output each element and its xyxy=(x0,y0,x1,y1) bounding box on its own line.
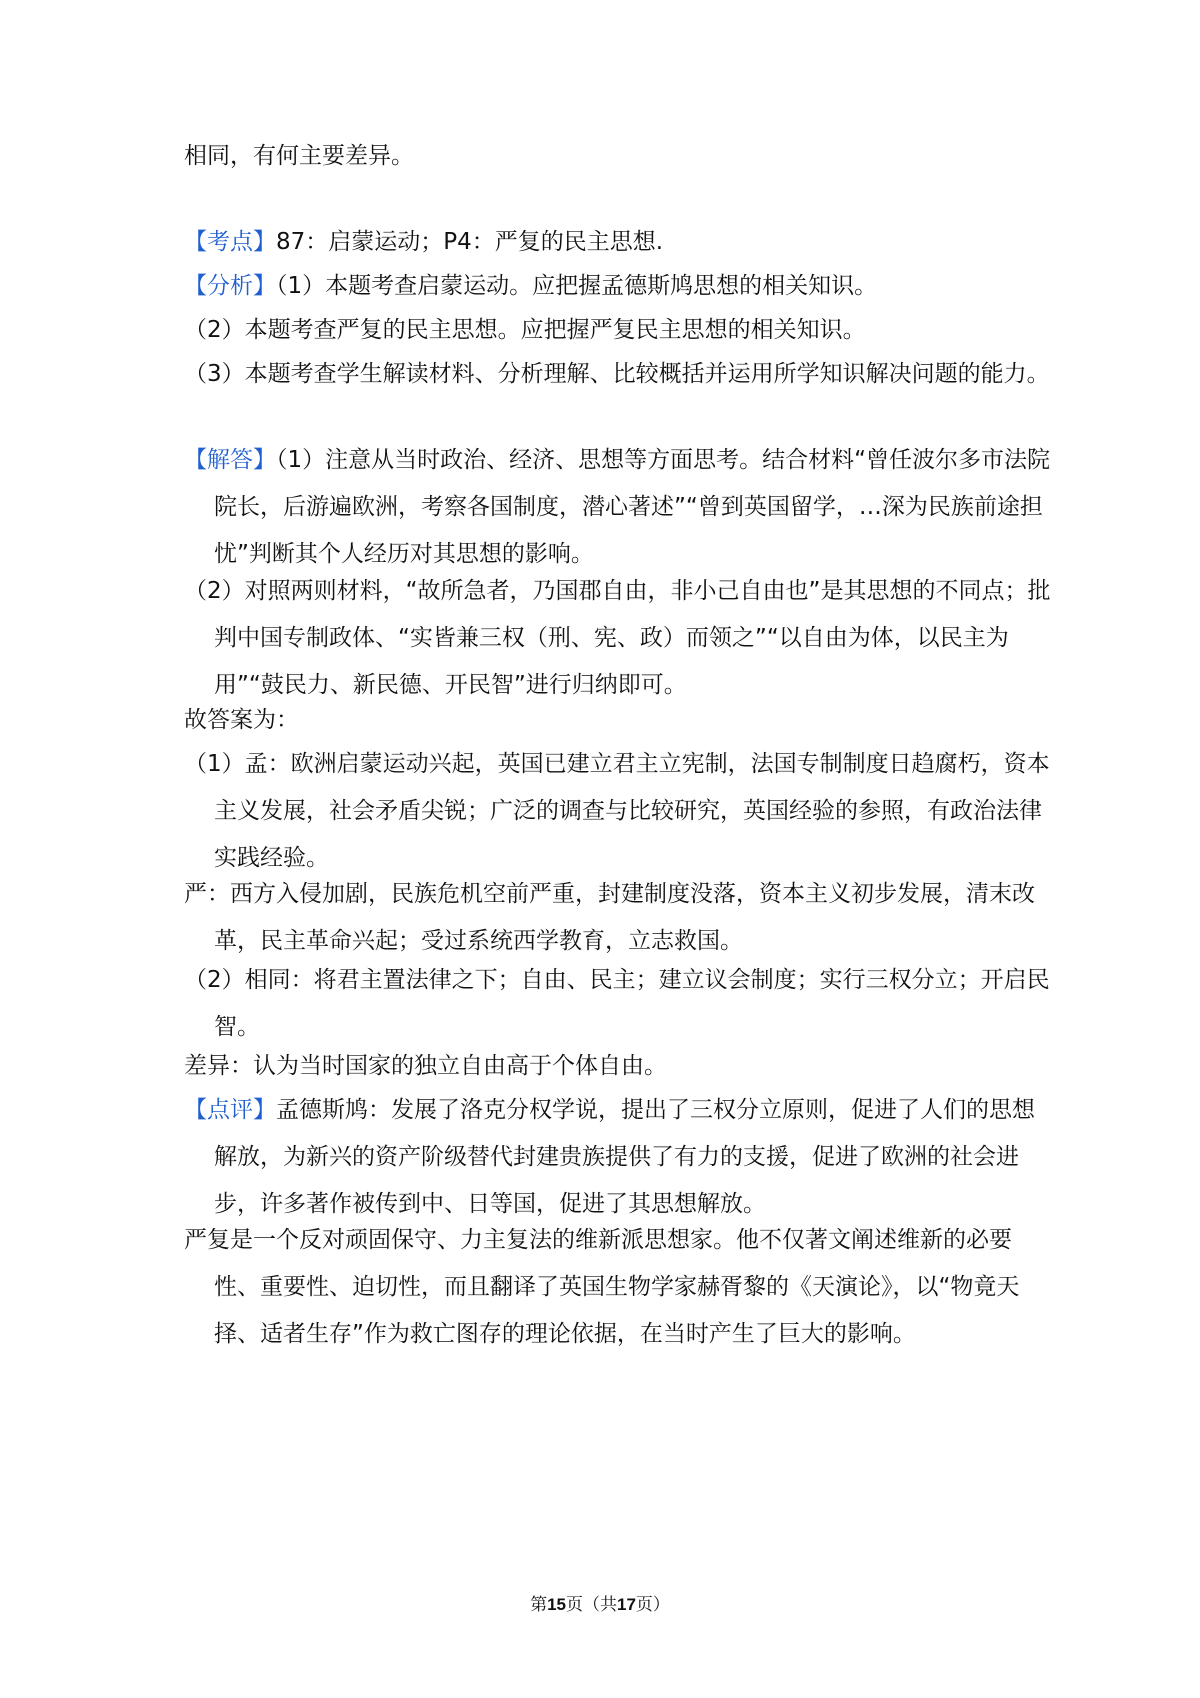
paragraph-text: （1）本题考查启蒙运动。应把握孟德斯鸠思想的相关知识。 xyxy=(276,273,878,299)
section-tag-dianping: 【点评】 xyxy=(184,1097,276,1123)
answer-paragraph xyxy=(184,871,1054,965)
answer-paragraph xyxy=(184,307,1054,354)
footer-prefix: 第 xyxy=(530,1595,548,1615)
paragraph-text: （2）对照两则材料，“故所急者，乃国郡自由，非小己自由也”是其思想的不同点；批判中国专制政体、“实皆兼三权（刑、宪、政）而领之”“以自由为体，以民主为用”“鼓民力、新民德、开民智”进行归纳即可。 xyxy=(184,578,1051,698)
paragraph-text: （2）相同：将君主置法律之下；自由、民主；建立议会制度；实行三权分立；开启民智。 xyxy=(184,967,1050,1040)
answer-paragraph xyxy=(184,437,1054,578)
answer-paragraph xyxy=(184,219,1054,266)
answer-paragraph xyxy=(184,351,1054,398)
section-tag-kaodian: 【考点】 xyxy=(184,229,276,255)
footer-suffix: 页） xyxy=(635,1595,670,1615)
paragraph-text: 严复是一个反对顽固保守、力主复法的维新派思想家。他不仅著文阐述维新的必要性、重要性、迫切性，而且翻译了英国生物学家赫胥黎的《天演论》，以“物竟天择、适者生存”作为救亡图存的理论依据，在当时产生了巨大的影响。 xyxy=(184,1227,1020,1347)
paragraph-text: 相同，有何主要差异。 xyxy=(184,143,414,169)
page-footer xyxy=(0,1590,1200,1615)
paragraph-text: 差异：认为当时国家的独立自由高于个体自由。 xyxy=(184,1053,667,1079)
answer-paragraph xyxy=(184,697,1054,744)
total-pages: 17 xyxy=(617,1595,636,1614)
paragraph-text: （2）本题考查严复的民主思想。应把握严复民主思想的相关知识。 xyxy=(184,317,866,343)
answer-paragraph xyxy=(184,263,1054,310)
paragraph-text: 孟德斯鸠：发展了洛克分权学说，提出了三权分立原则，促进了人们的思想解放，为新兴的资产阶级替代封建贵族提供了有力的支援，促进了欧洲的社会进步，许多著作被传到中、日等国，促进了其思想解放。 xyxy=(214,1097,1035,1217)
answer-paragraph xyxy=(184,133,1054,180)
answer-paragraph xyxy=(184,1217,1054,1358)
paragraph-text: （3）本题考查学生解读材料、分析理解、比较概括并运用所学知识解决问题的能力。 xyxy=(184,361,1050,387)
paragraph-text: （1）孟：欧洲启蒙运动兴起，英国已建立君主立宪制，法国专制制度日趋腐朽，资本主义发展，社会矛盾尖锐；广泛的调查与比较研究，英国经验的参照，有政治法律实践经验。 xyxy=(184,751,1050,871)
answer-paragraph xyxy=(184,957,1054,1051)
paragraph-text: 故答案为： xyxy=(184,707,299,733)
answer-paragraph xyxy=(184,1087,1054,1228)
answer-paragraph xyxy=(184,741,1054,882)
answer-paragraph xyxy=(184,1043,1054,1090)
paragraph-text: 87：启蒙运动；P4：严复的民主思想. xyxy=(276,229,664,255)
paragraph-text: （1）注意从当时政治、经济、思想等方面思考。结合材料“曾任波尔多市法院院长，后游遍欧洲，考察各国制度，潜心著述”“曾到英国留学，…深为民族前途担忧”判断其个人经历对其思想的影响。 xyxy=(214,447,1051,567)
answer-paragraph xyxy=(184,568,1054,709)
section-tag-fenxi: 【分析】 xyxy=(184,273,276,299)
paragraph-text: 严：西方入侵加剧，民族危机空前严重，封建制度没落，资本主义初步发展，清末改革，民主革命兴起；受过系统西学教育，立志救国。 xyxy=(184,881,1035,954)
page-number: 15 xyxy=(547,1595,566,1614)
section-tag-jieda: 【解答】 xyxy=(184,447,276,473)
footer-middle: 页（共 xyxy=(566,1595,617,1615)
